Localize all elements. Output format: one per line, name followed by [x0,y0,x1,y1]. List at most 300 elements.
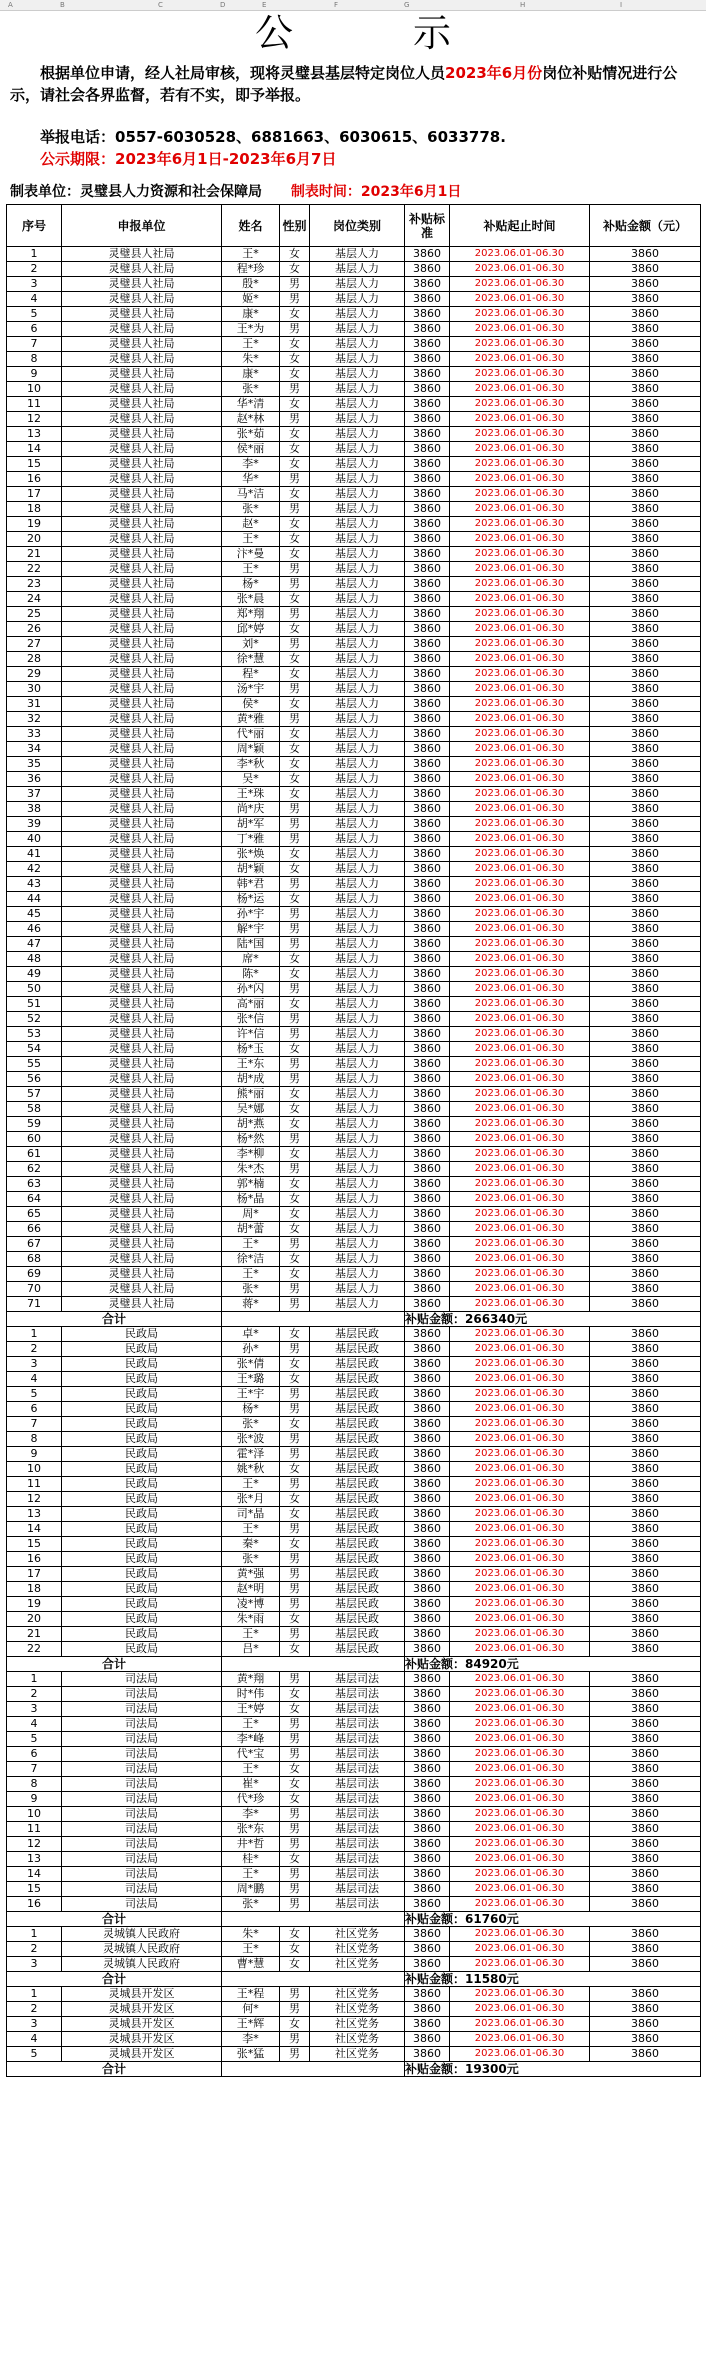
table-row [7,1582,701,1597]
cell-amount: 3860 [590,2032,701,2047]
cell-category: 基层人力 [310,367,405,382]
cell-name: 张*波 [222,1432,280,1447]
cell-period: 2023.06.01-06.30 [450,1297,590,1312]
cell-period: 2023.06.01-06.30 [450,1567,590,1582]
cell-amount: 3860 [590,1807,701,1822]
cell-period: 2023.06.01-06.30 [450,1807,590,1822]
cell-unit: 灵璧县人社局 [62,352,222,367]
cell-unit: 民政局 [62,1477,222,1492]
cell-name: 王* [222,1942,280,1957]
cell-amount: 3860 [590,1297,701,1312]
table-row [7,1537,701,1552]
cell-gender: 女 [280,1537,310,1552]
cell-gender: 男 [280,412,310,427]
cell-index: 7 [7,337,62,352]
total-amount: 补贴金额：84920元 [405,1657,701,1672]
cell-standard: 3860 [405,1267,450,1282]
cell-amount: 3860 [590,622,701,637]
cell-index: 11 [7,397,62,412]
cell-amount: 3860 [590,487,701,502]
cell-amount: 3860 [590,1477,701,1492]
cell-standard: 3860 [405,1372,450,1387]
cell-period: 2023.06.01-06.30 [450,307,590,322]
cell-name: 王* [222,1477,280,1492]
table-row [7,1717,701,1732]
table-row [7,1492,701,1507]
table-row [7,1402,701,1417]
cell-name: 张* [222,1897,280,1912]
cell-category: 基层人力 [310,997,405,1012]
cell-index: 33 [7,727,62,742]
cell-category: 基层民政 [310,1642,405,1657]
table-row [7,1732,701,1747]
cell-standard: 3860 [405,1747,450,1762]
cell-index: 8 [7,352,62,367]
cell-unit: 民政局 [62,1462,222,1477]
cell-index: 47 [7,937,62,952]
cell-period: 2023.06.01-06.30 [450,1702,590,1717]
table-row [7,757,701,772]
table-row [7,2017,701,2032]
cell-amount: 3860 [590,742,701,757]
cell-index: 20 [7,1612,62,1627]
cell-unit: 灵璧县人社局 [62,1132,222,1147]
cell-amount: 3860 [590,727,701,742]
cell-amount: 3860 [590,1102,701,1117]
cell-name: 殷* [222,277,280,292]
cell-name: 桂* [222,1852,280,1867]
cell-gender: 女 [280,1252,310,1267]
cell-standard: 3860 [405,892,450,907]
cell-gender: 男 [280,1732,310,1747]
cell-gender: 女 [280,397,310,412]
cell-gender: 女 [280,652,310,667]
cell-index: 37 [7,787,62,802]
cell-unit: 民政局 [62,1597,222,1612]
cell-index: 68 [7,1252,62,1267]
cell-category: 基层民政 [310,1597,405,1612]
cell-amount: 3860 [590,1882,701,1897]
table-row [7,1072,701,1087]
table-row [7,1477,701,1492]
cell-standard: 3860 [405,1777,450,1792]
table-row [7,1597,701,1612]
cell-category: 基层人力 [310,967,405,982]
cell-unit: 灵璧县人社局 [62,982,222,997]
cell-period: 2023.06.01-06.30 [450,637,590,652]
cell-index: 10 [7,1462,62,1477]
cell-name: 吴*娜 [222,1102,280,1117]
cell-standard: 3860 [405,1582,450,1597]
cell-amount: 3860 [590,1717,701,1732]
cell-unit: 灵城县开发区 [62,2032,222,2047]
cell-period: 2023.06.01-06.30 [450,442,590,457]
cell-period: 2023.06.01-06.30 [450,1642,590,1657]
sheet-column-letter: G [404,1,410,9]
cell-period: 2023.06.01-06.30 [450,1942,590,1957]
cell-index: 40 [7,832,62,847]
cell-gender: 女 [280,1222,310,1237]
cell-unit: 司法局 [62,1777,222,1792]
cell-unit: 灵璧县人社局 [62,967,222,982]
cell-unit: 民政局 [62,1372,222,1387]
cell-gender: 男 [280,1297,310,1312]
cell-gender: 男 [280,472,310,487]
cell-category: 基层人力 [310,637,405,652]
cell-unit: 灵璧县人社局 [62,592,222,607]
cell-unit: 灵城镇人民政府 [62,1957,222,1972]
cell-index: 16 [7,1897,62,1912]
cell-standard: 3860 [405,1942,450,1957]
cell-unit: 灵璧县人社局 [62,442,222,457]
cell-gender: 男 [280,1672,310,1687]
table-row [7,1777,701,1792]
cell-unit: 灵城镇人民政府 [62,1927,222,1942]
cell-category: 基层司法 [310,1792,405,1807]
cell-unit: 灵璧县人社局 [62,922,222,937]
cell-index: 58 [7,1102,62,1117]
cell-category: 基层人力 [310,757,405,772]
cell-index: 17 [7,1567,62,1582]
cell-name: 张*茹 [222,427,280,442]
cell-standard: 3860 [405,322,450,337]
cell-standard: 3860 [405,877,450,892]
cell-unit: 民政局 [62,1492,222,1507]
cell-category: 基层人力 [310,592,405,607]
cell-index: 12 [7,412,62,427]
cell-category: 基层司法 [310,1897,405,1912]
cell-standard: 3860 [405,1012,450,1027]
cell-unit: 灵璧县人社局 [62,277,222,292]
cell-category: 基层民政 [310,1447,405,1462]
cell-period: 2023.06.01-06.30 [450,2032,590,2047]
cell-category: 基层司法 [310,1822,405,1837]
cell-unit: 民政局 [62,1357,222,1372]
table-row [7,1792,701,1807]
cell-unit: 司法局 [62,1792,222,1807]
cell-category: 基层民政 [310,1537,405,1552]
cell-amount: 3860 [590,1447,701,1462]
cell-unit: 灵璧县人社局 [62,1117,222,1132]
cell-standard: 3860 [405,1042,450,1057]
cell-index: 43 [7,877,62,892]
header-period: 补贴起止时间 [450,205,590,247]
cell-period: 2023.06.01-06.30 [450,1537,590,1552]
total-row [7,1657,701,1672]
cell-amount: 3860 [590,247,701,262]
table-row [7,382,701,397]
cell-name: 王* [222,1717,280,1732]
cell-gender: 男 [280,1837,310,1852]
cell-index: 4 [7,1372,62,1387]
cell-period: 2023.06.01-06.30 [450,1777,590,1792]
cell-category: 基层人力 [310,1177,405,1192]
table-row [7,1192,701,1207]
cell-category: 基层人力 [310,1042,405,1057]
cell-standard: 3860 [405,1882,450,1897]
cell-gender: 男 [280,277,310,292]
cell-index: 11 [7,1477,62,1492]
cell-period: 2023.06.01-06.30 [450,517,590,532]
cell-standard: 3860 [405,1567,450,1582]
total-label: 合计 [7,1972,222,1987]
cell-name: 孙* [222,1342,280,1357]
cell-gender: 女 [280,772,310,787]
cell-period: 2023.06.01-06.30 [450,1237,590,1252]
sheet-column-letter: C [158,1,163,9]
cell-amount: 3860 [590,757,701,772]
cell-unit: 灵璧县人社局 [62,952,222,967]
cell-period: 2023.06.01-06.30 [450,742,590,757]
table-row [7,487,701,502]
cell-unit: 灵璧县人社局 [62,1102,222,1117]
cell-amount: 3860 [590,472,701,487]
cell-unit: 司法局 [62,1747,222,1762]
cell-name: 朱*杰 [222,1162,280,1177]
cell-amount: 3860 [590,1582,701,1597]
cell-category: 基层民政 [310,1357,405,1372]
cell-unit: 民政局 [62,1327,222,1342]
table-row [7,262,701,277]
cell-unit: 司法局 [62,1807,222,1822]
cell-standard: 3860 [405,2047,450,2062]
cell-category: 基层民政 [310,1627,405,1642]
cell-standard: 3860 [405,1447,450,1462]
table-row [7,832,701,847]
cell-standard: 3860 [405,1387,450,1402]
cell-index: 18 [7,502,62,517]
cell-standard: 3860 [405,1282,450,1297]
cell-index: 38 [7,802,62,817]
cell-amount: 3860 [590,1492,701,1507]
table-row [7,847,701,862]
cell-standard: 3860 [405,937,450,952]
cell-category: 基层民政 [310,1552,405,1567]
cell-amount: 3860 [590,1147,701,1162]
cell-standard: 3860 [405,1207,450,1222]
table-row [7,1057,701,1072]
cell-standard: 3860 [405,802,450,817]
intro-text-1: 根据单位申请，经人社局审核，现将灵璧县基层特定岗位人员 [40,64,446,82]
cell-gender: 男 [280,607,310,622]
cell-amount: 3860 [590,772,701,787]
cell-category: 基层人力 [310,847,405,862]
cell-unit: 民政局 [62,1507,222,1522]
cell-period: 2023.06.01-06.30 [450,577,590,592]
cell-gender: 男 [280,1057,310,1072]
cell-index: 64 [7,1192,62,1207]
cell-standard: 3860 [405,1597,450,1612]
cell-category: 社区党务 [310,1957,405,1972]
cell-name: 姚*秋 [222,1462,280,1477]
cell-unit: 灵城镇人民政府 [62,1942,222,1957]
table-row [7,922,701,937]
total-row [7,2062,701,2077]
cell-name: 杨*运 [222,892,280,907]
table-row [7,532,701,547]
cell-amount: 3860 [590,1792,701,1807]
cell-gender: 男 [280,2047,310,2062]
cell-index: 8 [7,1432,62,1447]
cell-period: 2023.06.01-06.30 [450,727,590,742]
cell-name: 李*秋 [222,757,280,772]
cell-gender: 男 [280,1237,310,1252]
cell-category: 基层民政 [310,1387,405,1402]
table-row [7,457,701,472]
cell-gender: 女 [280,667,310,682]
table-row [7,1897,701,1912]
cell-standard: 3860 [405,832,450,847]
table-row [7,1387,701,1402]
cell-period: 2023.06.01-06.30 [450,1792,590,1807]
cell-index: 26 [7,622,62,637]
table-row [7,1027,701,1042]
cell-standard: 3860 [405,697,450,712]
cell-standard: 3860 [405,502,450,517]
cell-name: 杨* [222,1402,280,1417]
cell-period: 2023.06.01-06.30 [450,862,590,877]
cell-unit: 灵璧县人社局 [62,907,222,922]
cell-amount: 3860 [590,832,701,847]
table-row [7,2002,701,2017]
cell-gender: 女 [280,622,310,637]
cell-amount: 3860 [590,397,701,412]
table-row [7,742,701,757]
cell-index: 1 [7,1327,62,1342]
cell-gender: 女 [280,1792,310,1807]
cell-index: 54 [7,1042,62,1057]
cell-amount: 3860 [590,412,701,427]
cell-category: 基层民政 [310,1567,405,1582]
cell-period: 2023.06.01-06.30 [450,1327,590,1342]
cell-category: 社区党务 [310,2002,405,2017]
table-row [7,1447,701,1462]
cell-gender: 男 [280,577,310,592]
cell-unit: 灵璧县人社局 [62,1282,222,1297]
cell-unit: 民政局 [62,1447,222,1462]
cell-index: 14 [7,442,62,457]
cell-standard: 3860 [405,1462,450,1477]
cell-index: 3 [7,1357,62,1372]
cell-amount: 3860 [590,292,701,307]
cell-unit: 灵璧县人社局 [62,817,222,832]
table-row [7,1702,701,1717]
table-row [7,1282,701,1297]
cell-unit: 民政局 [62,1582,222,1597]
cell-index: 10 [7,1807,62,1822]
cell-gender: 女 [280,1147,310,1162]
cell-period: 2023.06.01-06.30 [450,1822,590,1837]
cell-name: 程* [222,667,280,682]
cell-period: 2023.06.01-06.30 [450,1117,590,1132]
cell-unit: 灵璧县人社局 [62,337,222,352]
cell-unit: 灵璧县人社局 [62,727,222,742]
cell-category: 基层人力 [310,502,405,517]
cell-standard: 3860 [405,472,450,487]
table-row [7,1372,701,1387]
cell-name: 曹*慧 [222,1957,280,1972]
cell-period: 2023.06.01-06.30 [450,1177,590,1192]
cell-period: 2023.06.01-06.30 [450,1672,590,1687]
cell-index: 46 [7,922,62,937]
cell-name: 时*伟 [222,1687,280,1702]
cell-index: 17 [7,487,62,502]
cell-category: 基层人力 [310,817,405,832]
cell-category: 基层人力 [310,1252,405,1267]
cell-index: 30 [7,682,62,697]
cell-unit: 民政局 [62,1417,222,1432]
cell-standard: 3860 [405,652,450,667]
total-amount: 补贴金额：11580元 [405,1972,701,1987]
cell-name: 胡*军 [222,817,280,832]
cell-name: 周*鹏 [222,1882,280,1897]
cell-gender: 男 [280,1282,310,1297]
cell-index: 62 [7,1162,62,1177]
cell-amount: 3860 [590,907,701,922]
cell-standard: 3860 [405,592,450,607]
cell-amount: 3860 [590,307,701,322]
cell-unit: 民政局 [62,1552,222,1567]
sheet-column-letter: A [8,1,13,9]
cell-amount: 3860 [590,997,701,1012]
cell-index: 21 [7,547,62,562]
cell-amount: 3860 [590,502,701,517]
cell-standard: 3860 [405,427,450,442]
table-row [7,1177,701,1192]
cell-gender: 女 [280,1492,310,1507]
cell-gender: 女 [280,1687,310,1702]
cell-index: 66 [7,1222,62,1237]
table-row [7,472,701,487]
cell-gender: 男 [280,2032,310,2047]
cell-category: 基层人力 [310,1057,405,1072]
cell-category: 基层人力 [310,397,405,412]
cell-index: 19 [7,1597,62,1612]
cell-amount: 3860 [590,1237,701,1252]
cell-name: 吕* [222,1642,280,1657]
cell-gender: 男 [280,637,310,652]
cell-unit: 司法局 [62,1702,222,1717]
cell-standard: 3860 [405,247,450,262]
cell-unit: 灵璧县人社局 [62,937,222,952]
cell-category: 基层民政 [310,1462,405,1477]
cell-category: 基层人力 [310,322,405,337]
table-row [7,1342,701,1357]
intro-month: 2023年6月份 [445,64,543,82]
cell-category: 基层司法 [310,1702,405,1717]
table-row [7,1087,701,1102]
cell-period: 2023.06.01-06.30 [450,277,590,292]
cell-standard: 3860 [405,1552,450,1567]
cell-gender: 男 [280,1447,310,1462]
cell-gender: 男 [280,802,310,817]
cell-standard: 3860 [405,1477,450,1492]
cell-category: 基层民政 [310,1417,405,1432]
cell-unit: 灵璧县人社局 [62,472,222,487]
cell-index: 1 [7,1672,62,1687]
table-row [7,1327,701,1342]
cell-amount: 3860 [590,577,701,592]
cell-category: 社区党务 [310,2047,405,2062]
cell-name: 邱*婷 [222,622,280,637]
cell-period: 2023.06.01-06.30 [450,652,590,667]
cell-standard: 3860 [405,997,450,1012]
cell-name: 康* [222,367,280,382]
cell-standard: 3860 [405,817,450,832]
cell-unit: 灵璧县人社局 [62,247,222,262]
cell-amount: 3860 [590,1027,701,1042]
cell-index: 67 [7,1237,62,1252]
